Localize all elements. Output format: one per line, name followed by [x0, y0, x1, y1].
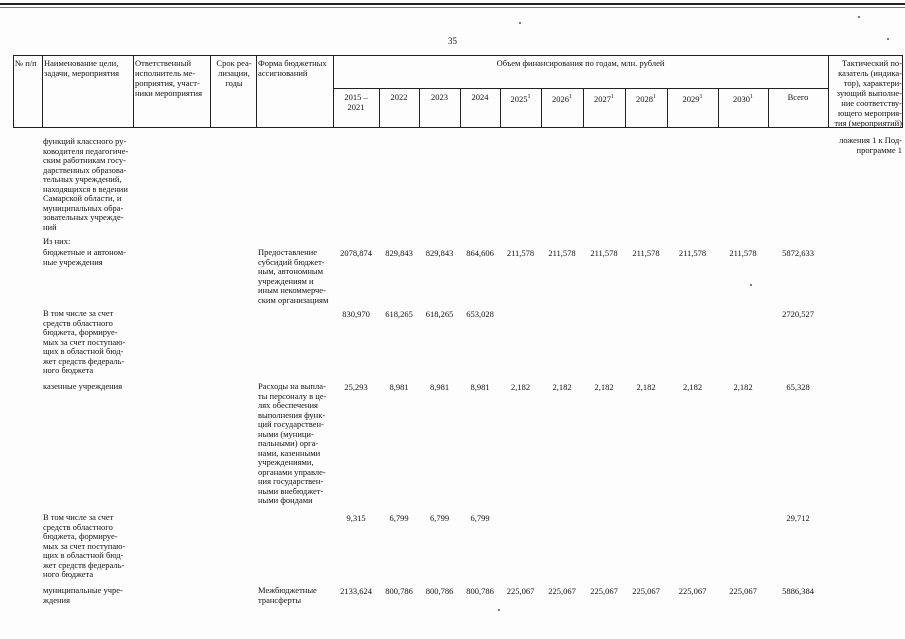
table-cell-value: 8,981	[429, 382, 450, 392]
table-cell-value: 225,067	[590, 586, 618, 596]
row-budget-form: Межбюджетные трансферты	[258, 585, 317, 605]
year-label: 2022	[390, 92, 408, 102]
of-which-label: Из них:	[43, 236, 71, 246]
header-col-funding: Объем финансирования по годам, млн. рублей	[496, 58, 665, 68]
header-col-form: Форма бюджетных ассигнований	[258, 58, 327, 78]
page-number: 35	[448, 36, 457, 46]
col-divider	[13, 55, 14, 128]
year-header	[460, 92, 500, 102]
top-border-line-thin	[0, 7, 905, 8]
footnote-mark: 1	[569, 94, 572, 100]
header-col-name: Наименование цели, задачи, мероприятия	[44, 58, 120, 78]
top-border-line	[0, 3, 905, 5]
table-cell-value: 225,067	[678, 586, 707, 596]
table-cell-value: 8,981	[389, 382, 409, 392]
year-header	[333, 92, 379, 112]
year-header	[500, 92, 541, 104]
scan-speck	[858, 16, 860, 18]
year-label: 2015 – 2021	[344, 92, 368, 112]
scan-speck	[498, 609, 500, 611]
row-name: казенные учреждения	[43, 381, 123, 391]
header-mid-rule	[333, 88, 828, 89]
year-label: 2027	[594, 93, 611, 104]
table-cell-value: 225,067	[632, 586, 660, 596]
year-header	[768, 92, 828, 102]
footnote-mark: 1	[527, 94, 531, 100]
year-label: 2024	[471, 92, 489, 102]
table-cell-value: 5886,384	[782, 586, 814, 596]
col-divider	[133, 55, 134, 128]
table-cell-value: 800,786	[466, 586, 494, 596]
table-cell-value: 225,067	[506, 586, 535, 596]
year-label: 2028	[636, 93, 653, 104]
year-header	[379, 92, 419, 102]
table-cell-value: 211,578	[506, 248, 535, 258]
table-cell-value: 618,265	[425, 309, 454, 319]
year-header	[541, 92, 583, 104]
table-cell-value: 829,843	[425, 248, 454, 258]
header-col-indicator: Тактический по- казатель (индика- тор), характери- зующий выполне- ние соответству- ющего мероприя- тия (мероприятий)	[834, 58, 902, 128]
scan-speck	[519, 22, 521, 24]
row-budget-form: Предоставление субсидий бюджет- ным, автономным учреждениям и иным некоммерче- ским организациям	[258, 247, 329, 305]
row-name: В том числе за счет средств областного бюджета, формируе- мых за счет поступаю- щих в областной бюд- жет средств федераль- ного бюджета	[43, 308, 126, 375]
year-label: 2026	[552, 93, 569, 104]
table-cell-value: 830,970	[342, 309, 370, 319]
table-cell-value: 800,786	[425, 586, 454, 596]
col-divider	[256, 55, 257, 128]
table-cell-value: 25,293	[344, 382, 368, 392]
table-cell-value: 65,328	[786, 382, 810, 392]
year-header	[625, 92, 667, 104]
table-cell-value: 9,315	[346, 513, 366, 523]
table-cell-value: 211,578	[548, 248, 576, 258]
table-cell-value: 211,578	[590, 248, 618, 258]
table-cell-value: 2,182	[510, 382, 531, 392]
header-top-rule	[13, 55, 902, 56]
table-cell-value: 2078,874	[340, 248, 372, 258]
table-cell-value: 618,265	[385, 309, 413, 319]
table-cell-value: 864,606	[466, 248, 494, 258]
year-label: Всего	[787, 92, 809, 102]
table-cell-value: 2,182	[733, 382, 753, 392]
footnote-mark: 1	[653, 94, 656, 100]
col-divider	[828, 55, 829, 128]
row-name: В том числе за счет средств областного бюджета, формируе- мых за счет поступаю- щих в областной бюд- жет средств федераль- ного бюджета	[43, 512, 126, 579]
year-label: 2030	[733, 93, 750, 104]
year-header	[667, 92, 718, 104]
table-cell-value: 8,981	[470, 382, 490, 392]
scan-speck	[887, 38, 889, 40]
year-header	[419, 92, 460, 102]
table-cell-value: 225,067	[548, 586, 576, 596]
table-cell-value: 2,182	[636, 382, 656, 392]
year-label: 2029	[682, 93, 700, 104]
row-budget-form: Расходы на выпла- ты персоналу в це- лях обеспечения выполнения функ- ций государствен- ными (муници- пальными) орга- нами, казенными учреждениями, органами управле- ния государствен- ными внебюджет- ными фондами	[258, 381, 327, 505]
year-label: 2025	[510, 93, 528, 104]
table-cell-value: 225,067	[729, 586, 757, 596]
table-cell-value: 6,799	[470, 513, 490, 523]
table-cell-value: 211,578	[678, 248, 707, 258]
table-cell-value: 2133,624	[340, 586, 372, 596]
header-col-term: Срок реа- лизации, годы	[216, 58, 252, 88]
table-cell-value: 211,578	[729, 248, 757, 258]
footnote-mark: 1	[750, 94, 753, 100]
table-cell-value: 2,182	[682, 382, 703, 392]
year-label: 2023	[431, 92, 448, 102]
row-name: бюджетные и автоном- ные учреждения	[43, 247, 126, 267]
measure-description: функций классного ру- ководителя педагогиче- ским работникам госу- дарственных образова- тельных учреждений, находящихся в ведении Самарской области, и муниципальных обра- зовательных учрежде- ний	[43, 136, 129, 232]
year-header	[718, 92, 768, 104]
table-cell-value: 800,786	[385, 586, 413, 596]
table-cell-value: 653,028	[466, 309, 494, 319]
col-divider	[42, 55, 43, 128]
table-cell-value: 5872,633	[782, 248, 814, 258]
indicator-note: ложения 1 к Под- программе 1	[839, 135, 902, 155]
year-header	[583, 92, 625, 104]
table-cell-value: 6,799	[429, 513, 450, 523]
table-cell-value: 2,182	[552, 382, 572, 392]
table-cell-value: 29,712	[786, 513, 810, 523]
header-col-number: № п/п	[15, 58, 37, 68]
table-cell-value: 829,843	[385, 248, 413, 258]
table-cell-value: 211,578	[632, 248, 660, 258]
header-col-responsible: Ответственный исполнитель ме- роприятия, участ- ники мероприятия	[135, 58, 202, 98]
table-cell-value: 6,799	[389, 513, 409, 523]
table-cell-value: 2720,527	[782, 309, 814, 319]
row-name: муниципальные учре- ждения	[43, 585, 123, 605]
footnote-mark: 1	[699, 94, 703, 100]
footnote-mark: 1	[611, 94, 614, 100]
col-divider	[902, 55, 903, 128]
scan-speck	[750, 284, 752, 286]
table-cell-value: 2,182	[594, 382, 614, 392]
col-divider	[210, 55, 211, 128]
